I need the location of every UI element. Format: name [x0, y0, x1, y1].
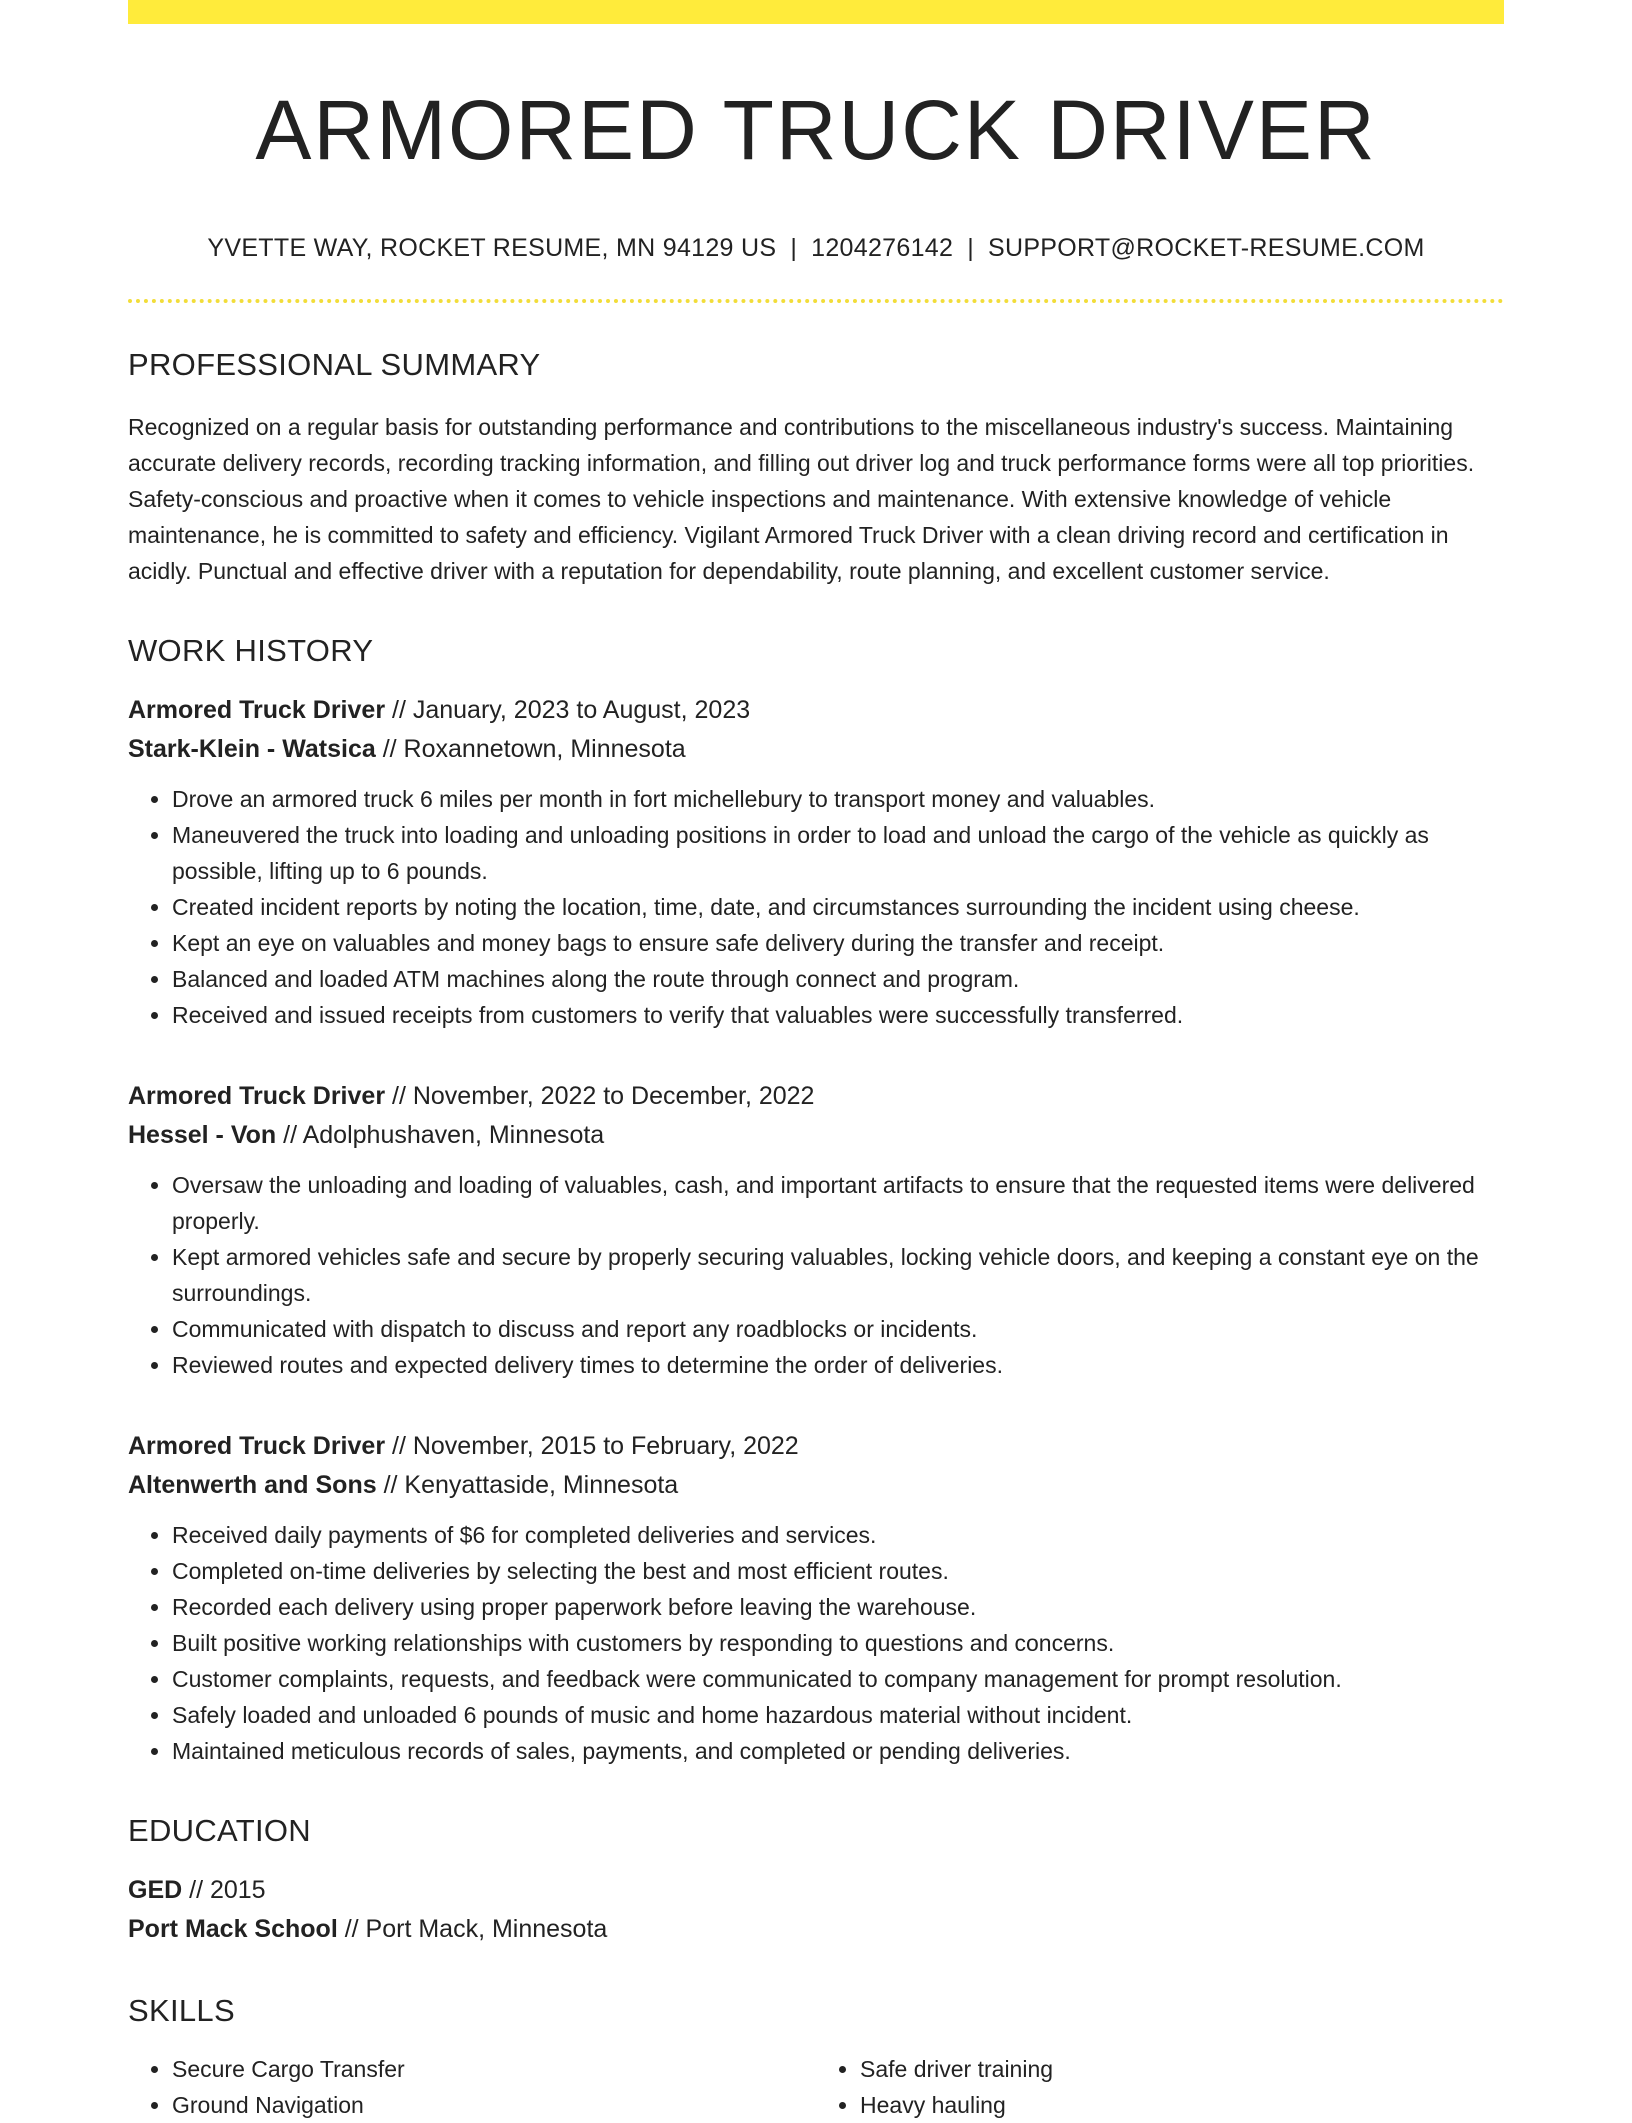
- skills-column-right: [816, 2051, 1504, 2123]
- job-dates: // November, 2022 to December, 2022: [385, 1082, 815, 1111]
- dotted-divider: [128, 299, 1504, 303]
- list-item: • Safely loaded and unloaded 6 pounds of music and home hazardous material without incident.: [172, 1697, 1504, 1733]
- job-company-line: [128, 1466, 1504, 1505]
- summary-text: Recognized on a regular basis for outstanding performance and contributions to the miscellaneous industry's success. Maintaining accurate delivery records, recording tracking information, and filling out driver log and truck performance forms were all top priorities. Safety-conscious and proactive when it comes to vehicle inspections and maintenance. With extensive knowledge of vehicle maintenance, he is committed to safety and efficiency. Vigilant Armored Truck Driver with a clean driving record and certification in acidly. Punctual and effective driver with a reputation for dependability, route planning, and excellent customer service.: [128, 414, 1475, 585]
- section-title-skills: SKILLS: [128, 1993, 235, 2029]
- education-school-line: [128, 1910, 1504, 1949]
- job-entry: [128, 1427, 1504, 1769]
- list-item: • Received and issued receipts from customers to verify that valuables were successfully transferred.: [172, 997, 1504, 1033]
- list-item: • Kept an eye on valuables and money bags to ensure safe delivery during the transfer and receipt.: [172, 925, 1504, 961]
- skill-item: • Heavy hauling: [860, 2087, 1504, 2123]
- job-location: // Roxannetown, Minnesota: [375, 735, 686, 764]
- job-dates: // November, 2015 to February, 2022: [385, 1432, 799, 1461]
- section-title-work-history: WORK HISTORY: [128, 633, 374, 669]
- job-entry: [128, 691, 1504, 1033]
- job-bullets: [128, 1517, 1504, 1769]
- job-bullets: [128, 781, 1504, 1033]
- separator: |: [790, 234, 798, 263]
- list-item: • Customer complaints, requests, and feedback were communicated to company management for prompt resolution.: [172, 1661, 1504, 1697]
- job-company: Altenwerth and Sons: [128, 1471, 377, 1500]
- resume-title: ARMORED TRUCK DRIVER: [255, 83, 1377, 177]
- list-item: • Received daily payments of $6 for completed deliveries and services.: [172, 1517, 1504, 1553]
- education-entry: [128, 1871, 1504, 1949]
- skills-column-left: [128, 2051, 816, 2123]
- skill-item: • Secure Cargo Transfer: [172, 2051, 816, 2087]
- education-degree: GED: [128, 1876, 183, 1905]
- list-item: • Kept armored vehicles safe and secure by properly securing valuables, locking vehicle doors, and keeping a constant eye on the surroundings.: [172, 1239, 1504, 1311]
- skill-item: • Ground Navigation: [172, 2087, 816, 2123]
- list-item: • Created incident reports by noting the location, time, date, and circumstances surrounding the incident using cheese.: [172, 889, 1504, 925]
- education-year: // 2015: [182, 1876, 266, 1905]
- address: YVETTE WAY, ROCKET RESUME, MN 94129 US: [207, 234, 777, 263]
- list-item: • Completed on-time deliveries by selecting the best and most efficient routes.: [172, 1553, 1504, 1589]
- job-role-line: [128, 1427, 1504, 1466]
- job-role-line: [128, 691, 1504, 730]
- skills-grid: [128, 2051, 1504, 2123]
- section-title-education: EDUCATION: [128, 1813, 311, 1849]
- job-location: // Adolphushaven, Minnesota: [276, 1121, 605, 1150]
- email: SUPPORT@ROCKET-RESUME.COM: [987, 234, 1425, 263]
- list-item: • Reviewed routes and expected delivery times to determine the order of deliveries.: [172, 1347, 1504, 1383]
- list-item: • Maneuvered the truck into loading and unloading positions in order to load and unload the cargo of the vehicle as quickly as possible, lifting up to 6 pounds.: [172, 817, 1504, 889]
- education-school: Port Mack School: [128, 1915, 338, 1944]
- education-location: // Port Mack, Minnesota: [337, 1915, 608, 1944]
- phone: 1204276142: [811, 234, 954, 263]
- resume-page: [128, 0, 1504, 2123]
- job-bullets: [128, 1167, 1504, 1383]
- job-entry: [128, 1077, 1504, 1383]
- list-item: • Balanced and loaded ATM machines along the route through connect and program.: [172, 961, 1504, 997]
- separator: |: [967, 234, 974, 263]
- job-role: Armored Truck Driver: [128, 696, 386, 725]
- section-title-summary: PROFESSIONAL SUMMARY: [128, 347, 541, 383]
- job-role-line: [128, 1077, 1504, 1116]
- list-item: • Drove an armored truck 6 miles per month in fort michellebury to transport money and valuables.: [172, 781, 1504, 817]
- job-company-line: [128, 730, 1504, 769]
- list-item: • Recorded each delivery using proper paperwork before leaving the warehouse.: [172, 1589, 1504, 1625]
- accent-bar: [128, 0, 1504, 24]
- list-item: • Communicated with dispatch to discuss and report any roadblocks or incidents.: [172, 1311, 1504, 1347]
- contact-line: [128, 234, 1504, 263]
- list-item: • Maintained meticulous records of sales, payments, and completed or pending deliveries.: [172, 1733, 1504, 1769]
- list-item: • Built positive working relationships with customers by responding to questions and concerns.: [172, 1625, 1504, 1661]
- education-degree-line: [128, 1871, 1504, 1910]
- job-role: Armored Truck Driver: [128, 1432, 386, 1461]
- list-item: • Oversaw the unloading and loading of valuables, cash, and important artifacts to ensure that the requested items were delivered properly.: [172, 1167, 1504, 1239]
- job-location: // Kenyattaside, Minnesota: [376, 1471, 679, 1500]
- job-company-line: [128, 1116, 1504, 1155]
- job-dates: // January, 2023 to August, 2023: [385, 696, 751, 725]
- skill-item: • Safe driver training: [860, 2051, 1504, 2087]
- job-role: Armored Truck Driver: [128, 1082, 386, 1111]
- job-company: Stark-Klein - Watsica: [128, 735, 376, 764]
- job-company: Hessel - Von: [128, 1121, 277, 1150]
